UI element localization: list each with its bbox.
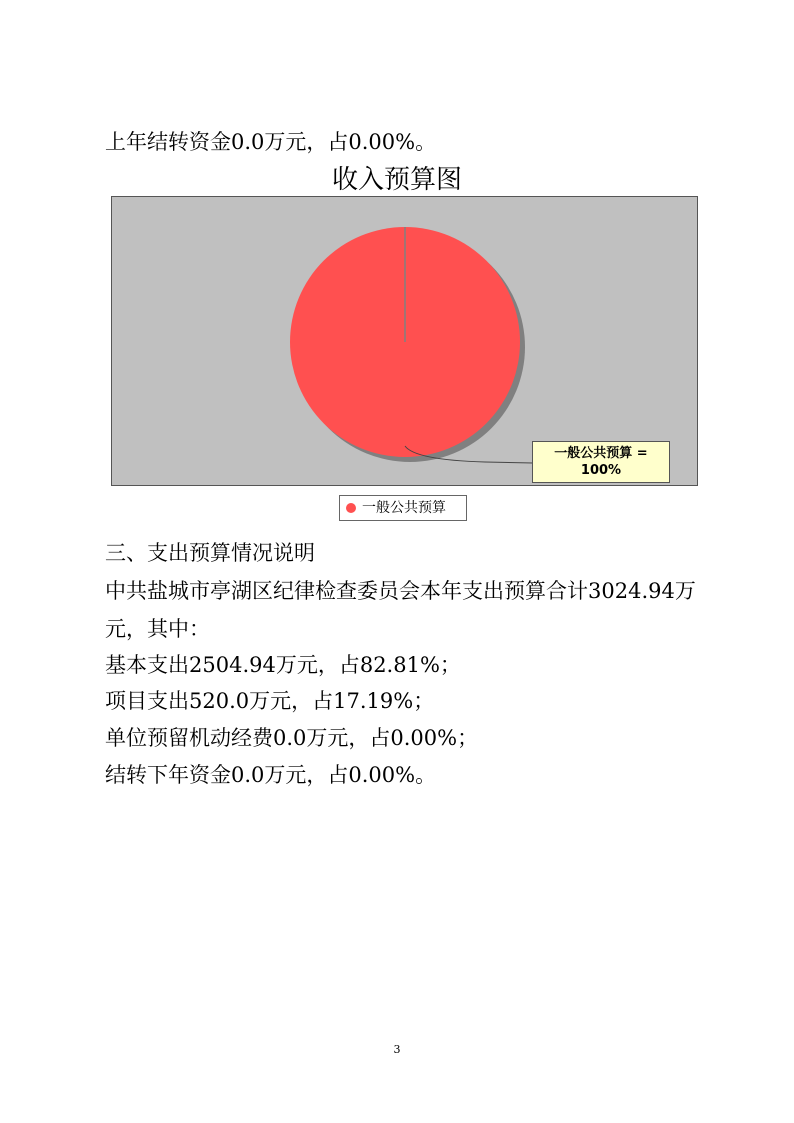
paragraph-carryover-income: 上年结转资金0.0万元，占0.00%。 (105, 130, 437, 154)
paragraph-summary-line1: 中共盐城市亭湖区纪律检查委员会本年支出预算合计3024.94万 (105, 579, 696, 603)
page-number: 3 (393, 1043, 401, 1056)
pie-data-label (532, 441, 670, 483)
paragraph-reserve-fund: 单位预留机动经费0.0万元，占0.00%； (105, 726, 479, 750)
section-title-expense: 三、支出预算情况说明 (105, 541, 315, 565)
chart-title: 收入预算图 (331, 165, 462, 195)
paragraph-summary-line2: 元，其中： (105, 617, 210, 641)
pie-data-label-name: 一般公共预算 = (554, 446, 648, 461)
legend-entry-label: 一般公共预算 (362, 500, 446, 516)
paragraph-basic-expense: 基本支出2504.94万元，占82.81%； (105, 653, 461, 677)
pie-data-label-value: 100% (580, 463, 622, 478)
paragraph-carryover-next: 结转下年资金0.0万元，占0.00%。 (105, 763, 437, 787)
paragraph-project-expense: 项目支出520.0万元，占17.19%； (105, 689, 435, 713)
chart-legend (339, 495, 467, 521)
legend-swatch (346, 503, 356, 513)
